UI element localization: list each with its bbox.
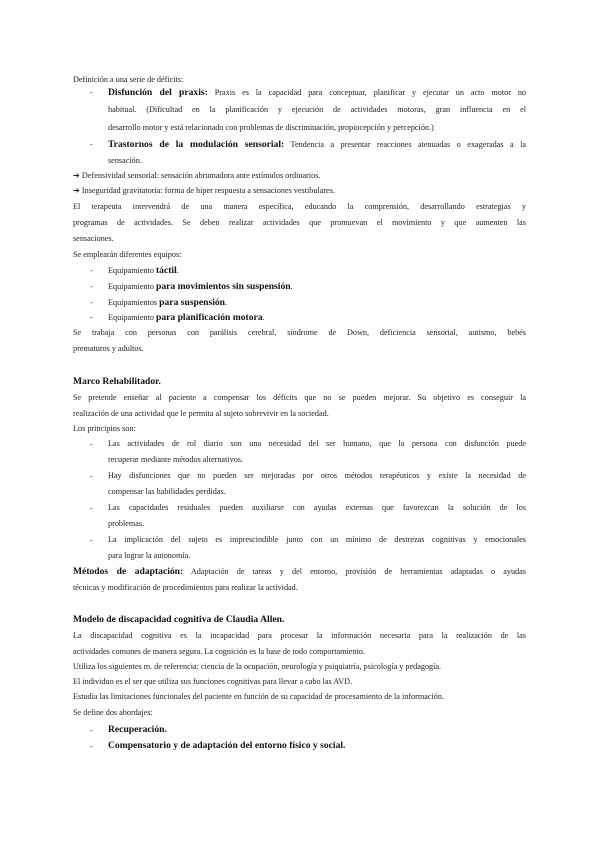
section-paragraph: realización de una actividad que le permita al sujeto sobrevivir en la sociedad. (73, 409, 329, 418)
deficit-text-line: sensación. (108, 156, 142, 165)
deficit-text-line: habitual. (Dificultad en la planificación y ejecución de actividades motoras, gran influencia en el (108, 105, 526, 114)
therapist-paragraph: programas de actividades. Se deben realizar actividades que promuevan el movimiento y que aumenten las (73, 218, 526, 227)
principio-item: recuperar mediante métodos alternativos. (108, 455, 244, 464)
arrow-item-text: Inseguridad gravitatoria: forma de híper respuesta a sensaciones vestibulares. (81, 186, 335, 195)
principio-item: compensar las habilidades perdidas. (108, 487, 226, 496)
therapist-paragraph: sensaciones. (73, 234, 114, 243)
principio-item: La implicación del sujeto es imprescindible junto con un mínimo de destrezas cognitivas y emocionales (108, 535, 526, 544)
principio-item: Hay disfunciones que no pueden ser mejoradas por otros métodos terapéuticos y existe la necesidad de (108, 471, 526, 480)
section-paragraph: Se define dos abordajes: (73, 708, 153, 717)
therapist-paragraph: El terapeuta intervendrá de una manera específica, educando la comprensión, desarrollando estrategias y (73, 202, 526, 211)
section-paragraph: La discapacidad cognitiva es la incapacidad para procesar la información necesaria para la realización de las (73, 631, 526, 640)
personas-paragraph: Se trabaja con personas con parálisis cerebral, síndrome de Down, deficiencia sensorial, autismo, bebés (73, 328, 526, 337)
principio-item: problemas. (108, 519, 145, 528)
bullet-dash: - (90, 504, 93, 513)
bullet-dash: - (90, 440, 93, 449)
bullet-dash: - (90, 282, 93, 291)
equipos-intro: Se emplearán diferentes equipos: (73, 250, 182, 259)
principio-item: Las capacidades residuales pueden auxiliarse con ayudas externas que favorezcan la solución de los (108, 503, 526, 512)
bullet-dash: - (90, 298, 93, 307)
equipo-item: Equipamiento para planificación motora. (108, 312, 265, 323)
equipo-item: Equipamiento táctil. (108, 265, 179, 276)
bullet-dash: - (90, 88, 93, 97)
intro-text: Definición a una serie de déficits: (73, 75, 184, 84)
arrow-item-text: Defensividad sensorial: sensación abrumadora ante estímulos ordinarios. (81, 171, 321, 180)
section-paragraph: Se pretende enseñar al paciente a compensar los déficits que no se pueden mejorar. Su objetivo es conseguir la (73, 393, 526, 402)
principio-item: Las actividades de rol diario son una necesidad del ser humano, que la persona con disfunción puede (108, 439, 526, 448)
arrow-icon: ➔ (73, 171, 80, 180)
equipo-item: Equipamientos para suspensión. (108, 297, 228, 308)
metodos-paragraph (73, 566, 526, 578)
arrow-item (73, 171, 320, 181)
deficit-text: Praxis es la capacidad para conceptuar, planificar y ejecutar un acto motor no (214, 88, 527, 97)
deficit-term: Disfunción del praxis: (108, 87, 208, 98)
section-paragraph: Estudia las limitaciones funcionales del paciente en función de su capacidad de procesamiento de la información. (73, 692, 445, 701)
deficit-praxis (108, 87, 526, 99)
metodos-term: Métodos de adaptación: (73, 566, 184, 577)
metodos-paragraph: técnicas y modificación de procedimientos para realizar la actividad. (73, 583, 298, 592)
metodos-text: Adaptación de tareas y del entorno, provisión de herramientas adaptadas o ayudas (190, 567, 526, 576)
section-paragraph: actividades comunes de manera segura. La cognición es la base de todo comportamiento. (73, 647, 365, 656)
arrow-item (73, 186, 335, 196)
deficit-term: Trastornos de la modulación sensorial: (108, 139, 285, 150)
equipo-item: Equipamiento para movimientos sin suspensión. (108, 281, 293, 292)
principios-intro: Los principios son: (73, 424, 136, 433)
bullet-dash: - (90, 313, 93, 322)
deficit-text: Tendencia a presentar reacciones atenuadas o exageradas a la (290, 140, 526, 149)
bullet-dash: - (90, 742, 93, 751)
bullet-dash: - (90, 472, 93, 481)
bullet-dash: - (90, 536, 93, 545)
abordaje-item: Recuperación. (108, 724, 167, 735)
bullet-dash: - (90, 726, 93, 735)
arrow-icon: ➔ (73, 186, 80, 195)
bullet-dash: - (90, 266, 93, 275)
section-paragraph: El individuo es el ser que utiliza sus funciones cognitivas para llevar a cabo las AVD. (73, 677, 353, 686)
deficit-modulacion (108, 139, 526, 151)
section-heading: Modelo de discapacidad cognitiva de Claudia Allen. (73, 614, 285, 625)
deficit-text-line: desarrollo motor y está relacionado con problemas de discriminación, propiocepción y percepción.) (108, 123, 434, 132)
section-heading: Marco Rehabilitador. (73, 376, 161, 387)
personas-paragraph: prematuros y adultos. (73, 344, 144, 353)
abordaje-item: Compensatorio y de adaptación del entorno físico y social. (108, 740, 346, 751)
bullet-dash: - (90, 140, 93, 149)
section-paragraph: Utiliza los siguientes m. de referencia: ciencia de la ocupación, neurología y psiquiatría, psicología y pedagogía. (73, 662, 442, 671)
principio-item: para lograr la autonomía. (108, 551, 191, 560)
